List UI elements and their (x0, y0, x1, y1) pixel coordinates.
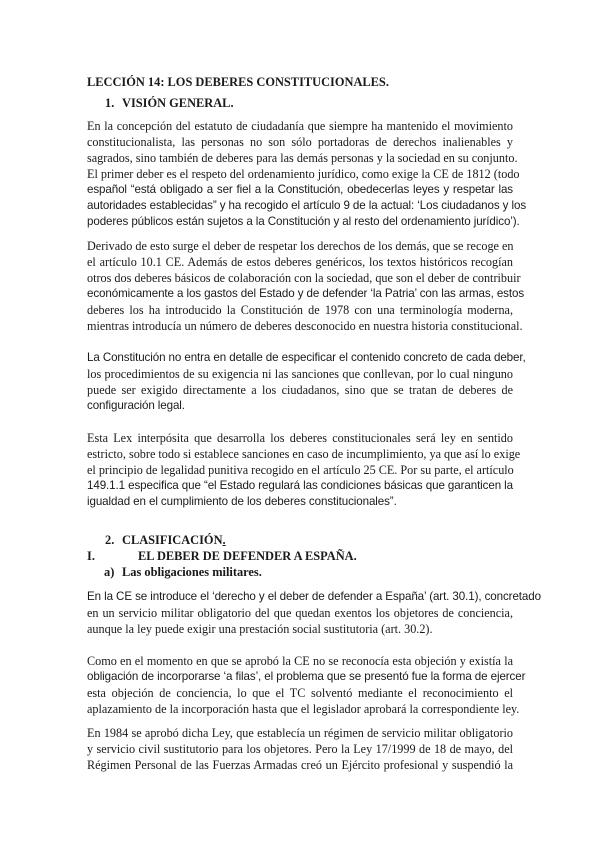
text-line: esta objeción de conciencia, lo que el TC solventó mediante el reconocimiento el (87, 686, 513, 700)
text-line: mientras introducía un número de deberes desconocido en nuestra historia constitucional. (87, 319, 523, 333)
text-line: aunque la ley puede exigir una prestación social sustitutoria (art. 30.2). (87, 622, 433, 636)
section-2-title (122, 532, 226, 548)
text-line: los procedimientos de su exigencia ni las sanciones que conllevan, por lo cual ninguno (87, 367, 513, 381)
text-line: configuración legal. (87, 399, 185, 412)
text-line: económicamente a los gastos del Estado y de defender ‘la Patria’ con las armas, estos (87, 287, 525, 300)
section-1-title: VISIÓN GENERAL. (122, 96, 234, 110)
text-line: obligación de incorporarse ‘a filas’, el problema que se presentó fue la forma de ejercer (87, 670, 526, 683)
text-line: constitucionalista, las personas no son sólo portadoras de derechos inalienables y (87, 135, 513, 149)
text-line: sagrados, sino también de deberes para las demás personas y la sociedad en su conjunto. (87, 151, 518, 165)
text-line: otros dos deberes básicos de colaboración con la sociedad, que son el deber de contribuir (87, 271, 521, 285)
text-line: español “está obligado a ser fiel a la Constitución, obedecerlas leyes y respetar las (87, 183, 513, 196)
text-line: el principio de legalidad punitiva recogido en el artículo 25 CE. Por su parte, el artículo (87, 463, 514, 477)
text-line: en un servicio militar obligatorio del que quedan exentos los objetores de conciencia, (87, 606, 513, 620)
text-line: 149.1.1 especifica que “el Estado regulará las condiciones básicas que garanticen la (87, 479, 513, 492)
text-line: En la CE se introduce el ‘derecho y el deber de defender a España’ (art. 30.1), concretado (87, 590, 541, 603)
section-1-number: 1. (105, 96, 115, 110)
section-2-number: 2. (105, 533, 115, 547)
text-line: deberes los ha introducido la Constitución de 1978 con una terminología moderna, (87, 303, 513, 317)
text-line: el artículo 10.1 CE. Además de estos deberes genéricos, los textos históricos recogían (87, 255, 513, 269)
subsubsection-a-marker: a) (104, 565, 115, 579)
text-line: En 1984 se aprobó dicha Ley, que establecía un régimen de servicio militar obligatorio (87, 726, 513, 740)
text-line: Régimen Personal de las Fuerzas Armadas creó un Ejército profesional y suspendió la (87, 758, 513, 772)
text-line: poderes públicos están sujetos a la Constitución y al resto del ordenamiento jurídico’). (87, 215, 520, 228)
text-line: y servicio civil sustitutorio para los objetores. Pero la Ley 17/1999 de 18 de mayo, del (87, 742, 513, 756)
text-line: La Constitución no entra en detalle de especificar el contenido concreto de cada deber, (87, 351, 526, 364)
text-line: autoridades establecidas” y ha recogido el artículo 9 de la actual: ‘Los ciudadanos y los (87, 199, 527, 212)
subsubsection-a-title: Las obligaciones militares. (122, 565, 262, 579)
text-line: estricto, sobre todo si establece sanciones en caso de incumplimiento, ya que así lo exige (87, 447, 521, 461)
text-line: aplazamiento de la incorporación hasta que el legislador aprobará la correspondiente ley. (87, 702, 520, 716)
lesson-title: LECCIÓN 14: LOS DEBERES CONSTITUCIONALES. (87, 75, 389, 89)
section-2-title-text: CLASIFICACIÓN (122, 533, 223, 547)
text-line: igualdad en el cumplimiento de los deberes constitucionales”. (87, 495, 397, 508)
section-2-title-dot: . (222, 533, 226, 547)
text-line: Como en el momento en que se aprobó la CE no se reconocía esta objeción y existía la (87, 654, 513, 668)
subsection-1-title: EL DEBER DE DEFENDER A ESPAÑA. (138, 549, 357, 563)
text-line: Derivado de esto surge el deber de respetar los derechos de los demás, que se recoge en (87, 239, 514, 253)
text-line: puede ser exigido directamente a los ciudadanos, sino que se tratan de deberes de (87, 383, 513, 397)
text-line: Esta Lex interpósita que desarrolla los deberes constitucionales será ley en sentido (87, 431, 513, 445)
text-line: En la concepción del estatuto de ciudadanía que siempre ha mantenido el movimiento (87, 119, 513, 133)
subsection-1-number: I. (87, 549, 95, 563)
text-line: El primer deber es el respeto del ordenamiento jurídico, como exige la CE de 1812 (todo (87, 167, 520, 181)
